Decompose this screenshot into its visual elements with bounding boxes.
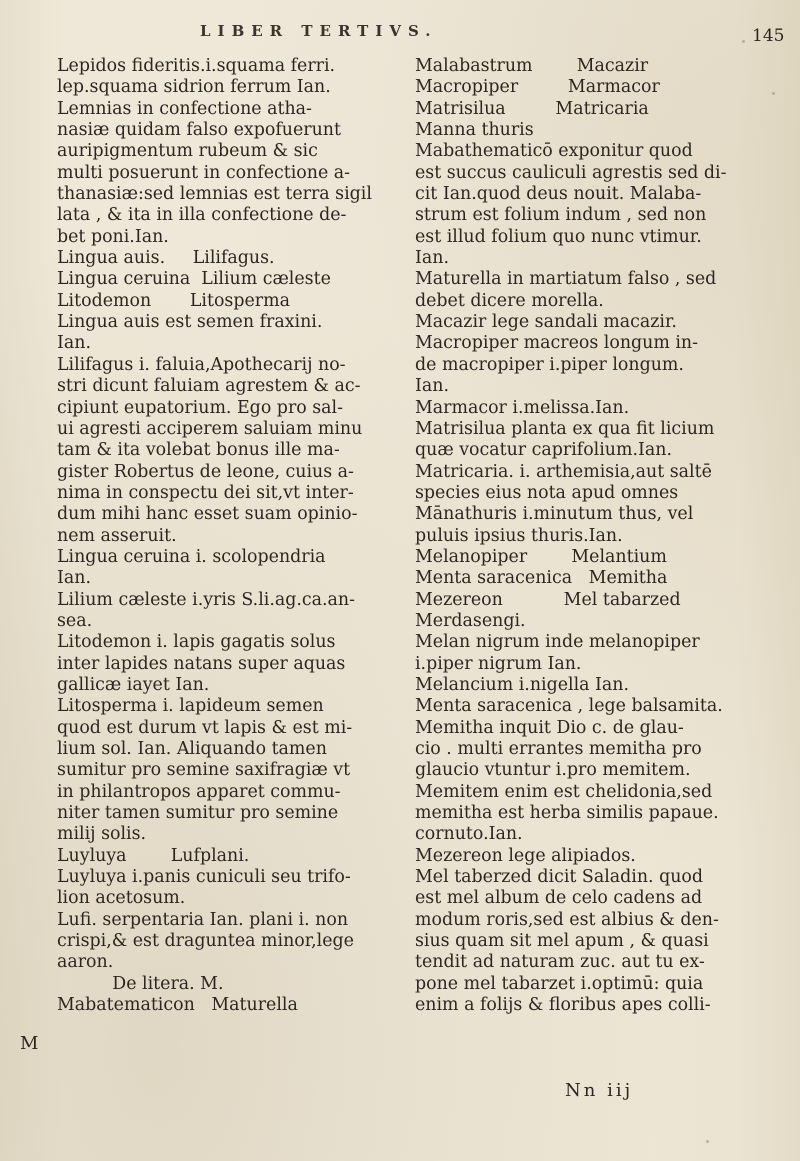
- text-line: puluis ipsius thuris.Ian.: [415, 525, 623, 546]
- text-line: nasiæ quidam falso expofuerunt: [57, 120, 341, 141]
- text-line: species eius nota apud omnes: [415, 482, 679, 503]
- text-line: aaron.: [57, 952, 114, 973]
- text-line: multi posuerunt in confectione a-: [57, 162, 351, 183]
- text-line: Lepidos fideritis.i.squama ferri.: [57, 56, 336, 76]
- signature-mark: Nn iij: [565, 1080, 634, 1101]
- text-line: est mel album de celo cadens ad: [415, 888, 703, 909]
- text-line: in philantropos apparet commu-: [57, 781, 341, 802]
- text-line: Ian.: [415, 376, 449, 397]
- text-line: Memitem enim est chelidonia,sed: [415, 781, 713, 802]
- text-line: nem asseruit.: [57, 525, 177, 546]
- text-line: Matrisilua Matricaria: [415, 98, 649, 119]
- text-line: glaucio vtuntur i.pro memitem.: [415, 760, 691, 781]
- text-line: Merdasengi.: [415, 610, 526, 631]
- text-line: lep.squama sidrion ferrum Ian.: [57, 77, 331, 98]
- text-line: cit Ian.quod deus nouit. Malaba-: [415, 184, 702, 205]
- right-column: [415, 56, 775, 1016]
- text-line: modum roris,sed est albius & den-: [415, 909, 719, 930]
- text-line: cipiunt eupatorium. Ego pro sal-: [57, 397, 343, 418]
- text-line: cio . multi errantes memitha pro: [415, 739, 702, 759]
- text-line: Luyluya Lufplani.: [57, 845, 250, 866]
- text-line: bet poni.Ian.: [57, 226, 169, 247]
- text-line: tam & ita volebat bonus ille ma-: [57, 440, 340, 461]
- text-line: Litosperma i. lapideum semen: [57, 696, 324, 717]
- text-line: Ian.: [415, 248, 449, 269]
- text-line: Macazir lege sandali macazir.: [415, 312, 677, 333]
- text-line: crispi,& est dragunteа minor,lege: [57, 931, 354, 952]
- paper-speck: [742, 40, 745, 43]
- text-line: Luyluya i.panis cuniculi seu trifo-: [57, 867, 351, 888]
- text-line: i.piper nigrum Ian.: [415, 653, 582, 674]
- text-line: Melancium i.nigella Ian.: [415, 674, 630, 695]
- text-line: Matrisilua planta ex qua fit licium: [415, 418, 715, 439]
- text-line: gister Robertus de leone, cuius a-: [57, 461, 354, 482]
- text-line: Macropiper Marmacor: [415, 77, 660, 98]
- text-line: lata , & ita in illa confectione de-: [57, 205, 347, 226]
- text-line: Mezereon lege alipiados.: [415, 845, 636, 866]
- margin-letter: M: [20, 1033, 39, 1054]
- text-line: quæ vocatur caprifolium.Ian.: [415, 440, 672, 461]
- left-column: [57, 56, 372, 1016]
- text-line: Lingua auis est semen fraxini.: [57, 312, 323, 333]
- text-line: Mabathematicō exponitur quod: [415, 141, 693, 162]
- text-line: debet dicere morella.: [415, 290, 604, 311]
- text-line: Litodemon Litosperma: [57, 290, 290, 311]
- paper-speck: [706, 1140, 709, 1143]
- running-title: LIBER TERTIVS.: [200, 22, 438, 40]
- text-line: De litera. M.: [57, 973, 224, 994]
- text-line: Mānathuris i.minutum thus, vel: [415, 504, 694, 525]
- text-line: niter tamen sumitur pro semine: [57, 803, 339, 824]
- text-line: enim a folijs & floribus apes colli-: [415, 995, 711, 1016]
- text-line: Manna thuris: [415, 120, 534, 141]
- text-line: Melan nigrum inde melanopiper: [415, 632, 700, 653]
- text-line: Mel taberzed dicit Saladin. quod: [415, 867, 704, 888]
- text-line: Lingua auis. Lilifagus.: [57, 248, 275, 269]
- text-line: Melanopiper Melantium: [415, 546, 667, 567]
- text-line: sius quam sit mel apum , & quasi: [415, 931, 709, 952]
- text-line: est illud folium quo nunc vtimur.: [415, 226, 702, 247]
- text-line: Memitha inquit Dio c. de glau-: [415, 717, 684, 738]
- text-line: Mabatematicon Maturella: [57, 995, 298, 1016]
- text-line: Menta saracenica , lege balsamita.: [415, 696, 723, 717]
- text-line: Menta saracenica Memitha: [415, 568, 668, 589]
- text-line: gallicæ iayet Ian.: [57, 674, 210, 695]
- text-line: Lingua ceruina i. scolopendria: [57, 546, 326, 567]
- text-line: memitha est herba similis papaue.: [415, 803, 719, 824]
- text-line: dum mihi hanc esset suam opinio-: [57, 504, 358, 525]
- text-line: Lilifagus i. faluia,Apothecarij no-: [57, 354, 346, 375]
- text-line: lium sol. Ian. Aliquando tamen: [57, 739, 327, 759]
- text-line: de macropiper i.piper longum.: [415, 354, 684, 375]
- text-line: Maturella in martiatum falso , sed: [415, 269, 717, 290]
- paper-speck: [772, 92, 775, 95]
- text-line: tendit ad naturam zuc. aut tu ex-: [415, 952, 705, 973]
- text-line: Ian.: [57, 333, 91, 354]
- text-line: Malabastrum Macazir: [415, 56, 649, 76]
- text-line: cornuto.Ian.: [415, 824, 523, 845]
- text-line: Lemnias in confectione atha-: [57, 98, 312, 119]
- text-line: Ian.: [57, 568, 91, 589]
- text-line: quod est durum vt lapis & est mi-: [57, 717, 353, 738]
- page-number: 145: [752, 26, 785, 46]
- text-line: Matricaria. i. arthemisia,aut saltē: [415, 461, 712, 482]
- text-line: Lilium cæleste i.yris S.li.ag.ca.an-: [57, 589, 355, 610]
- text-line: milij solis.: [57, 824, 147, 845]
- text-line: Lingua ceruina Lilium cæleste: [57, 269, 331, 290]
- text-line: Litodemon i. lapis gagatis solus: [57, 632, 336, 653]
- text-line: lion acetosum.: [57, 888, 186, 909]
- text-line: Macropiper macreos longum in-: [415, 333, 699, 354]
- text-line: ui agresti acciperem saluiam minu: [57, 418, 363, 439]
- text-line: sumitur pro semine saxifragiæ vt: [57, 760, 351, 781]
- text-line: Lufi. serpentaria Ian. plani i. non: [57, 909, 349, 930]
- text-line: est succus cauliculi agrestis sed di-: [415, 162, 727, 183]
- text-line: inter lapides natans super aquas: [57, 653, 346, 674]
- text-line: thanasiæ:sed lemnias est terra sigil: [57, 184, 372, 205]
- text-line: auripigmentum rubeum & sic: [57, 141, 318, 162]
- text-line: pone mel tabarzet i.optimū: quia: [415, 973, 704, 994]
- text-line: strum est folium indum , sed non: [415, 205, 707, 226]
- text-line: stri dicunt faluiam agrestem & ac-: [57, 376, 361, 397]
- text-line: nima in conspectu dei sit,vt inter-: [57, 482, 354, 503]
- text-line: Mezereon Mel tabarzed: [415, 589, 681, 610]
- text-line: sea.: [57, 610, 93, 631]
- text-line: Marmacor i.melissa.Ian.: [415, 397, 630, 418]
